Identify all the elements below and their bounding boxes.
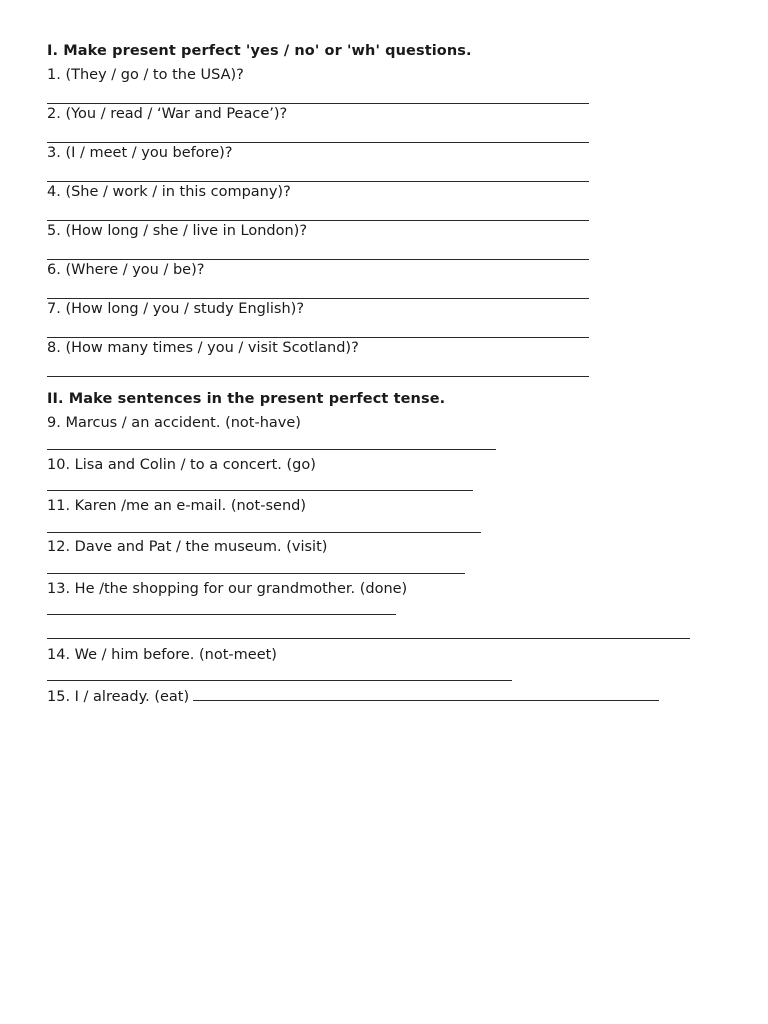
question-7: 7. (How long / you / study English)? (47, 301, 305, 317)
answer-line-2[interactable] (47, 142, 589, 143)
answer-line-3[interactable] (47, 181, 589, 182)
question-4: 4. (She / work / in this company)? (47, 184, 291, 200)
answer-line-13b[interactable] (47, 638, 690, 639)
question-13: 13. He /the shopping for our grandmother. (done) (47, 581, 408, 597)
answer-line-14[interactable] (47, 680, 512, 681)
answer-line-4[interactable] (47, 220, 589, 221)
question-15 (47, 687, 659, 706)
answer-line-9[interactable] (47, 449, 496, 450)
question-2: 2. (You / read / ‘War and Peace’)? (47, 106, 288, 122)
question-6: 6. (Where / you / be)? (47, 262, 205, 278)
question-15-text: 15. I / already. (eat) (47, 689, 190, 705)
answer-line-10[interactable] (47, 490, 473, 491)
answer-line-15[interactable] (193, 687, 659, 701)
question-5: 5. (How long / she / live in London)? (47, 223, 308, 239)
answer-line-12[interactable] (47, 573, 465, 574)
question-8: 8. (How many times / you / visit Scotland)? (47, 340, 359, 356)
question-12: 12. Dave and Pat / the museum. (visit) (47, 539, 328, 555)
section-1-heading: I. Make present perfect 'yes / no' or 'wh' questions. (47, 43, 472, 59)
answer-line-8[interactable] (47, 376, 589, 377)
question-10: 10. Lisa and Colin / to a concert. (go) (47, 457, 316, 473)
question-9: 9. Marcus / an accident. (not-have) (47, 415, 301, 431)
answer-line-13a[interactable] (47, 614, 396, 615)
question-1: 1. (They / go / to the USA)? (47, 67, 244, 83)
section-2-heading: II. Make sentences in the present perfect tense. (47, 391, 446, 407)
answer-line-6[interactable] (47, 298, 589, 299)
answer-line-11[interactable] (47, 532, 481, 533)
answer-line-5[interactable] (47, 259, 589, 260)
question-11: 11. Karen /me an e-mail. (not-send) (47, 498, 306, 514)
question-3: 3. (I / meet / you before)? (47, 145, 233, 161)
question-14: 14. We / him before. (not-meet) (47, 647, 277, 663)
answer-line-7[interactable] (47, 337, 589, 338)
answer-line-1[interactable] (47, 103, 589, 104)
